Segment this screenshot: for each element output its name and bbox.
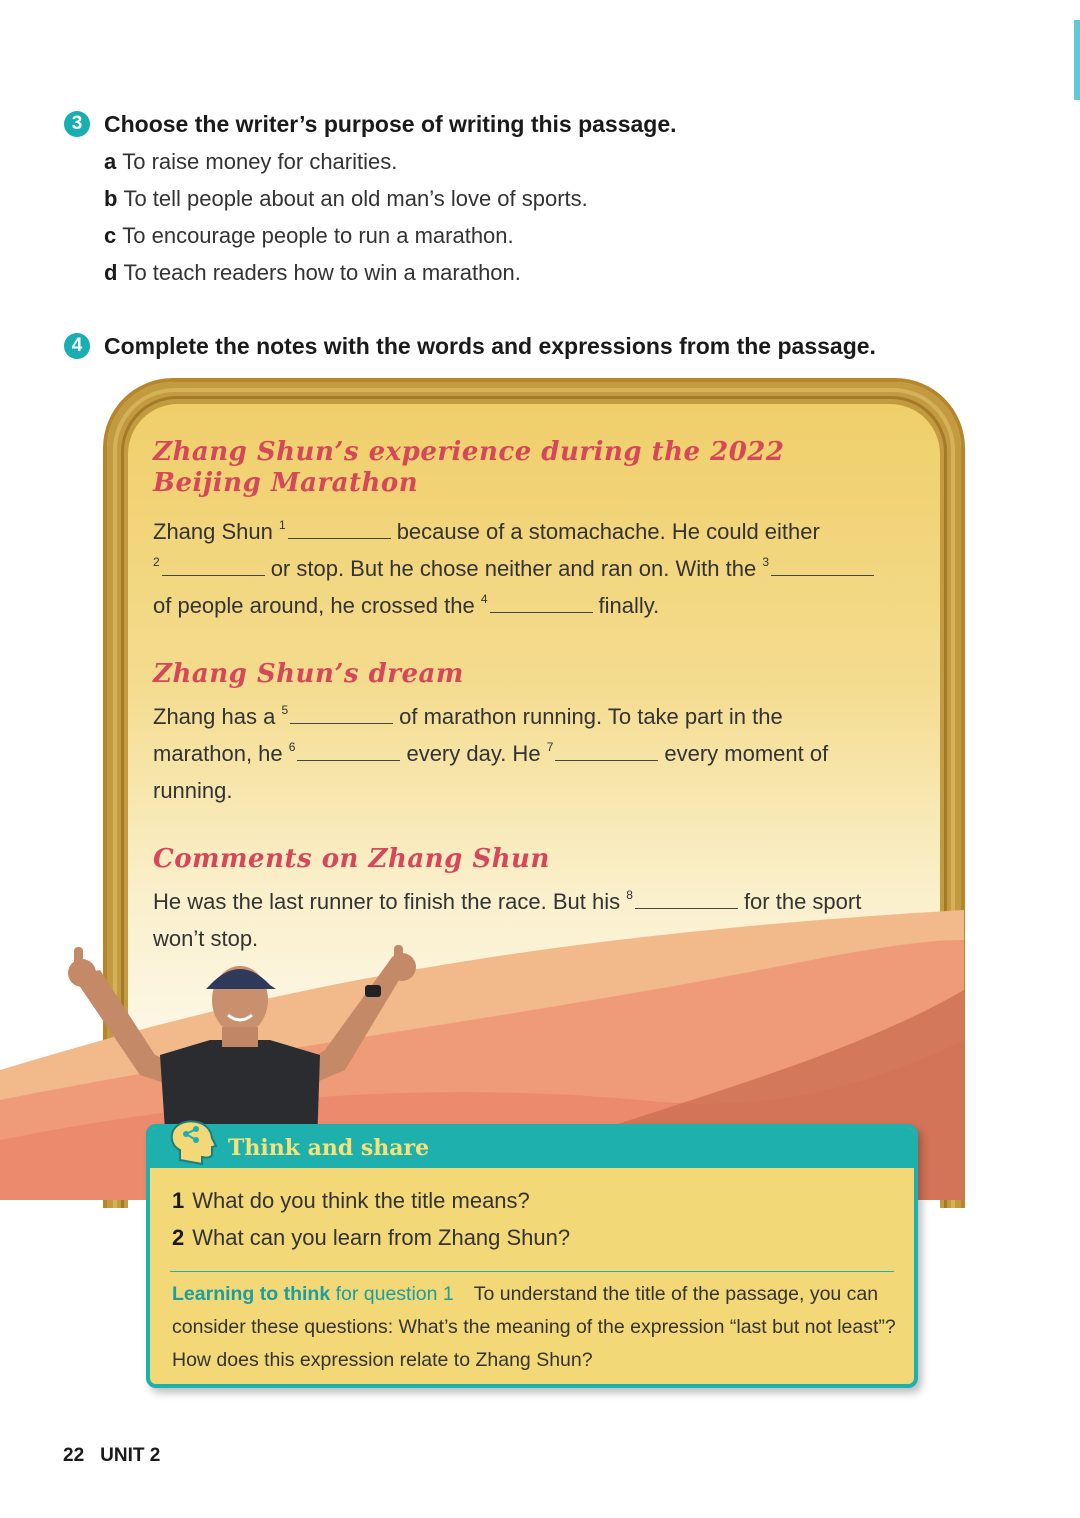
notes-section-2-text: Zhang has a $^5$ of marathon running. To take part in the marathon, he $^6$ every day. He $^7$ every moment of running. (153, 703, 829, 803)
blank-3[interactable] (771, 555, 874, 576)
notes-section-3-title: Comments on Zhang Shun (153, 844, 550, 874)
blank-4[interactable] (490, 592, 593, 613)
head-share-icon (166, 1116, 222, 1172)
divider (170, 1271, 894, 1272)
page-number: 22 (63, 1445, 85, 1466)
blank-7[interactable] (555, 740, 658, 761)
option-d[interactable]: d To teach readers how to win a marathon. (104, 260, 521, 285)
think-and-share-title: Think and share (228, 1135, 430, 1161)
blank-1[interactable] (288, 518, 391, 539)
option-b[interactable]: b To tell people about an old man’s love of sports. (104, 186, 588, 211)
notes-section-1-title: Zhang Shun’s experience during the 2022 Beijing Marathon (153, 437, 785, 498)
option-a[interactable]: a To raise money for charities. (104, 149, 398, 174)
unit-label: UNIT 2 (100, 1445, 161, 1466)
page-footer (63, 1445, 160, 1467)
option-c[interactable]: c To encourage people to run a marathon. (104, 223, 514, 248)
question-3-badge: 3 (64, 111, 90, 137)
notes-section-1-text: Zhang Shun $^1$ because of a stomachache. He could either $^2$ or stop. But he chose neither and ran on. With the $^3$ of people around, he crossed the $^4$ finally. (153, 513, 923, 624)
notes-section-3-text: He was the last runner to finish the race. But his $^8$ for the sport won’t stop. (153, 888, 862, 951)
blank-2[interactable] (162, 555, 265, 576)
blank-5[interactable] (290, 703, 393, 724)
notes-section-2-title: Zhang Shun’s dream (153, 659, 464, 689)
question-4-badge: 4 (64, 333, 90, 359)
blank-6[interactable] (297, 740, 400, 761)
question-3-title: Choose the writer’s purpose of writing this passage. (104, 111, 677, 137)
blank-8[interactable] (635, 888, 738, 909)
share-question-2: 2 What can you learn from Zhang Shun? (172, 1225, 571, 1250)
share-question-1: 1 What do you think the title means? (172, 1188, 530, 1213)
learning-to-think-note: Learning to think for question 1 To understand the title of the passage, you can consider these questions: What’s the meaning of the expression “last but not least”? How does this expression relate to Zhang Shun? (172, 1283, 896, 1371)
page-edge-tab (1074, 20, 1080, 100)
think-and-share-box (146, 1124, 918, 1388)
question-4-title: Complete the notes with the words and expressions from the passage. (104, 333, 876, 359)
